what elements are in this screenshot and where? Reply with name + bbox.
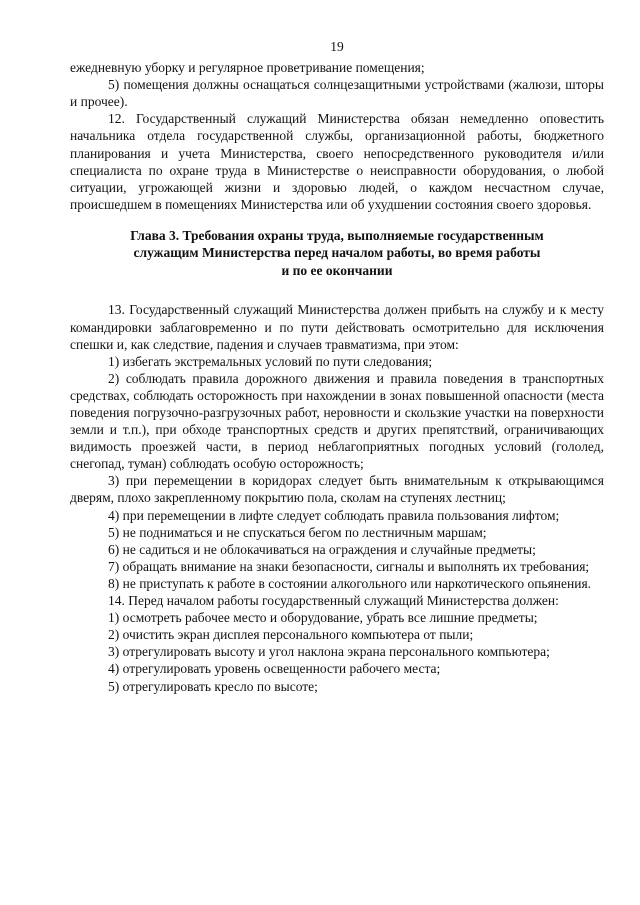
paragraph-13: 13. Государственный служащий Министерства должен прибыть на службу и к месту командировки заблаговременно и по пути действовать осмотрительно для исключения спешки и, как следствие, падения и случаев травматизма, при этом: (70, 302, 604, 352)
paragraph-13-item-3: 3) при перемещении в коридорах следует быть внимательным к открывающимся дверям, плохо закрепленному покрытию пола, сколам на ступенях лестниц; (70, 473, 604, 506)
paragraph-13-item-5: 5) не подниматься и не спускаться бегом по лестничным маршам; (108, 524, 487, 540)
paragraph-13-item-2: 2) соблюдать правила дорожного движения и правила поведения в транспортных средствах, соблюдать осторожность при нахождении в зонах повышенной опасности (места поведения погрузочно-разгрузочных работ, неровности и скользкие участки на поверхности земли и т.п.), при обходе транспортных средств и других препятствий, ограничивающих видимость проезжей части, в период неблагоприятных погодных условий (гололед, снегопад, туман) соблюдать особую осторожность; (70, 370, 604, 472)
paragraph-14-item-5: 5) отрегулировать кресло по высоте; (108, 678, 318, 694)
paragraph-13-item-8: 8) не приступать к работе в состоянии алкогольного или наркотического опьянения. (108, 575, 592, 591)
chapter-heading-line-2: служащим Министерства перед началом работы, во время работы (133, 245, 541, 261)
paragraph-13-item-4: 4) при перемещении в лифте следует соблюдать правила пользования лифтом; (108, 507, 560, 523)
page-number: 19 (330, 39, 344, 54)
paragraph-13-item-6: 6) не садиться и не облокачиваться на ограждения и случайные предметы; (108, 541, 536, 557)
chapter-heading-line-1: Глава 3. Требования охраны труда, выполняемые государственным (130, 227, 544, 243)
paragraph-item-5-blinds: 5) помещения должны оснащаться солнцезащитными устройствами (жалюзи, шторы и прочее). (70, 77, 604, 110)
paragraph-14-item-1: 1) осмотреть рабочее место и оборудование, убрать все лишние предметы; (108, 610, 538, 626)
paragraph-13-item-1: 1) избегать экстремальных условий по пути следования; (108, 353, 433, 369)
paragraph-continuation: ежедневную уборку и регулярное проветривание помещения; (70, 60, 425, 76)
chapter-heading (70, 227, 604, 280)
chapter-heading-line-3: и по ее окончании (281, 262, 393, 278)
paragraph-14: 14. Перед началом работы государственный служащий Министерства должен: (108, 593, 559, 609)
paragraph-13-item-7: 7) обращать внимание на знаки безопасности, сигналы и выполнять их требования; (108, 558, 590, 574)
document-page (70, 38, 604, 695)
paragraph-14-item-4: 4) отрегулировать уровень освещенности рабочего места; (108, 661, 441, 677)
paragraph-14-item-3: 3) отрегулировать высоту и угол наклона экрана персонального компьютера; (108, 644, 550, 660)
paragraph-14-item-2: 2) очистить экран дисплея персонального компьютера от пыли; (108, 627, 474, 643)
paragraph-12: 12. Государственный служащий Министерства обязан немедленно оповестить начальника отдела государственной службы, организационной работы, бюджетного планирования и учета Министерства, своего непосредственного руководителя и/или специалиста по охране труда в Министерстве о неисправности оборудования, о любой ситуации, угрожающей жизни и здоровью людей, о каждом несчастном случае, происшедшем в помещениях Министерства или об ухудшении состояния своего здоровья. (70, 111, 604, 212)
